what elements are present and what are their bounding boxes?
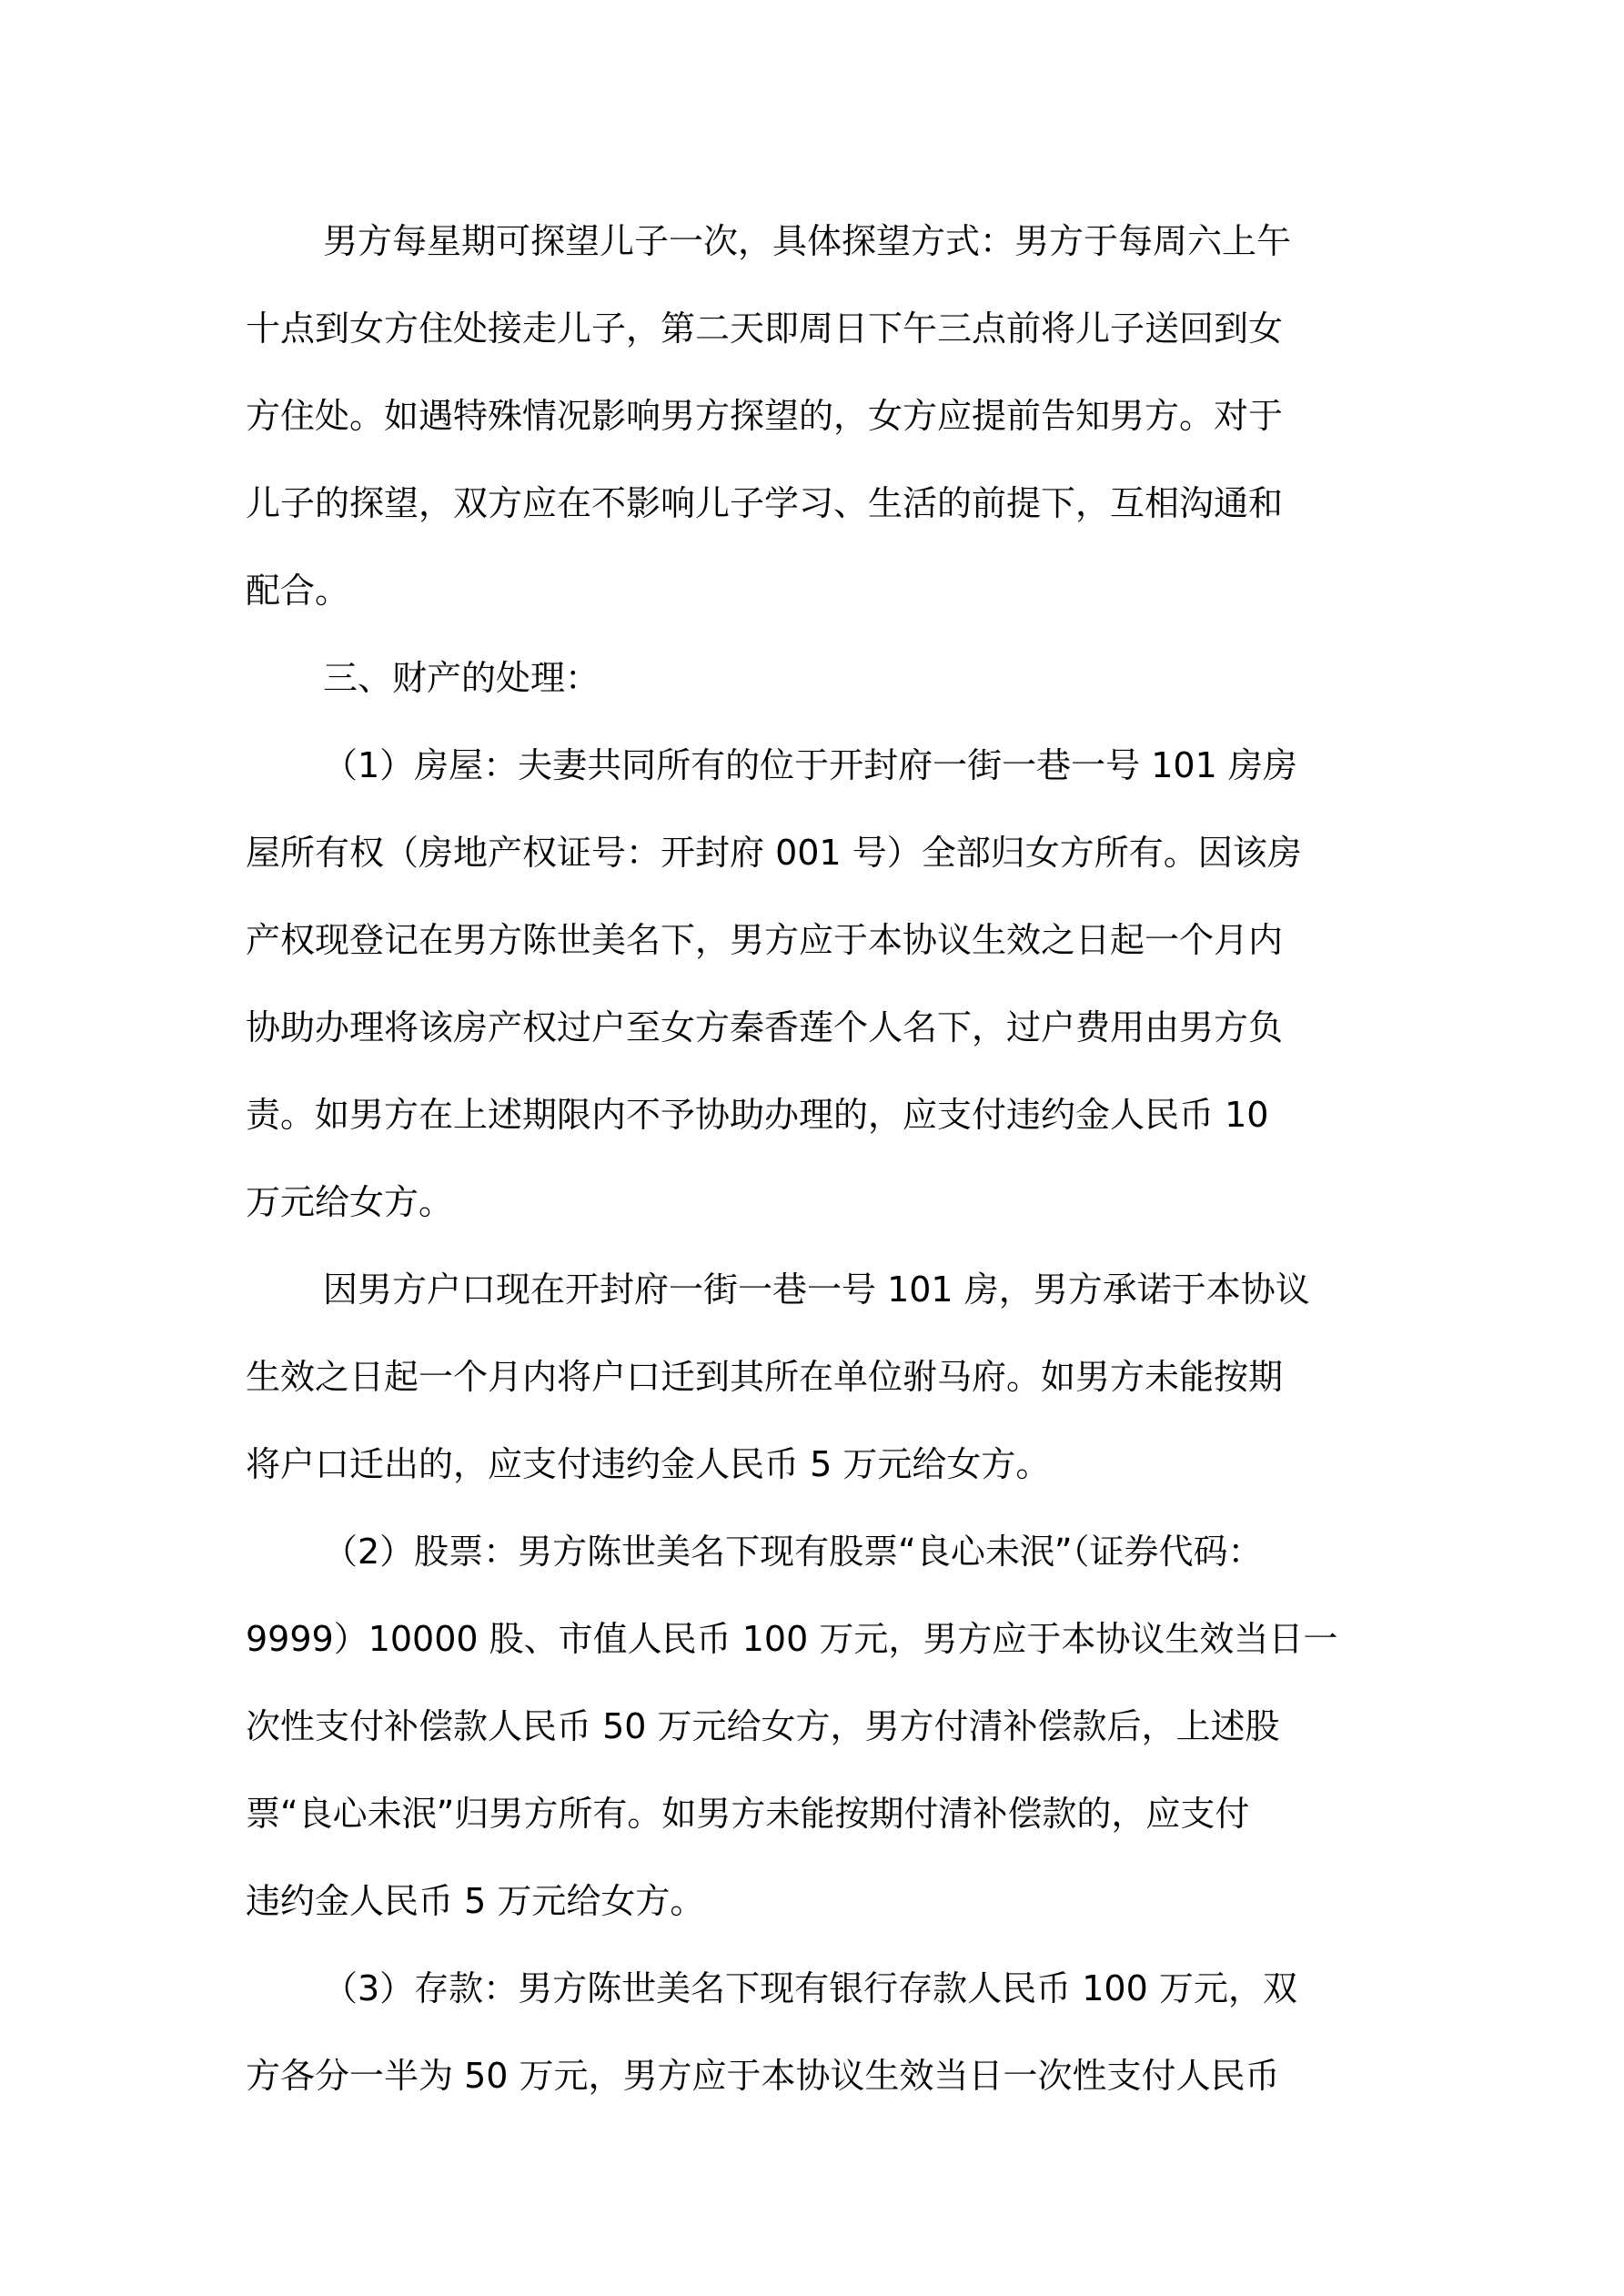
line-text: （3）存款：男方陈世美名下现有银行存款人民币 100 万元，双 <box>323 1968 1297 2008</box>
paragraph-line <box>0 1087 1624 1142</box>
line-text: 十点到女方住处接走儿子，第二天即周日下午三点前将儿子送回到女 <box>246 308 1284 349</box>
paragraph-line <box>0 1699 1624 1754</box>
paragraph-line <box>0 1437 1624 1492</box>
paragraph-line <box>0 476 1624 531</box>
paragraph-line <box>0 1961 1624 2016</box>
paragraph-line <box>0 1175 1624 1229</box>
line-text: 三、财产的处理： <box>323 658 600 698</box>
line-text: 配合。 <box>246 571 350 611</box>
paragraph-line <box>0 1000 1624 1055</box>
paragraph-line <box>0 825 1624 880</box>
line-text: 责。如男方在上述期限内不予协助办理的，应支付违约金人民币 10 <box>246 1095 1269 1135</box>
line-text: 次性支付补偿款人民币 50 万元给女方，男方付清补偿款后，上述股 <box>246 1706 1280 1746</box>
line-text: （2）股票：男方陈世美名下现有股票“良心未泯”（证券代码： <box>323 1532 1263 1572</box>
paragraph-line <box>0 1524 1624 1579</box>
line-text: 产权现登记在男方陈世美名下，男方应于本协议生效之日起一个月内 <box>246 920 1284 960</box>
line-text: （1）房屋：夫妻共同所有的位于开封府一街一巷一号 101 房房 <box>323 745 1297 785</box>
line-text: 将户口迁出的，应支付违约金人民币 5 万元给女方。 <box>246 1444 1051 1484</box>
line-text: 票“良心未泯”归男方所有。如男方未能按期付清补偿款的，应支付 <box>246 1794 1250 1834</box>
line-text: 男方每星期可探望儿子一次，具体探望方式：男方于每周六上午 <box>323 221 1292 261</box>
line-text: 儿子的探望，双方应在不影响儿子学习、生活的前提下，互相沟通和 <box>246 483 1284 523</box>
line-text: 方各分一半为 50 万元，男方应于本协议生效当日一次性支付人民币 <box>246 2056 1280 2096</box>
line-text: 9999）10000 股、市值人民币 100 万元，男方应于本协议生效当日一 <box>246 1619 1338 1659</box>
paragraph-line <box>0 563 1624 618</box>
paragraph-line <box>0 214 1624 268</box>
line-text: 万元给女方。 <box>246 1182 454 1222</box>
section-heading <box>0 651 1624 705</box>
paragraph-line <box>0 2048 1624 2103</box>
line-text: 生效之日起一个月内将户口迁到其所在单位驸马府。如男方未能按期 <box>246 1357 1284 1397</box>
line-text: 违约金人民币 5 万元给女方。 <box>246 1881 705 1921</box>
paragraph-line <box>0 738 1624 793</box>
paragraph-line <box>0 913 1624 967</box>
line-text: 屋所有权（房地产权证号：开封府 001 号）全部归女方所有。因该房 <box>246 833 1302 873</box>
line-text: 方住处。如遇特殊情况影响男方探望的，女方应提前告知男方。对于 <box>246 396 1284 436</box>
paragraph-line <box>0 1612 1624 1666</box>
paragraph-line <box>0 1874 1624 1928</box>
line-text: 协助办理将该房产权过户至女方秦香莲个人名下，过户费用由男方负 <box>246 1007 1284 1047</box>
paragraph-line <box>0 1786 1624 1841</box>
paragraph-line <box>0 301 1624 356</box>
paragraph-line <box>0 389 1624 443</box>
paragraph-line <box>0 1262 1624 1317</box>
paragraph-line <box>0 1350 1624 1404</box>
line-text: 因男方户口现在开封府一街一巷一号 101 房，男方承诺于本协议 <box>323 1269 1310 1310</box>
